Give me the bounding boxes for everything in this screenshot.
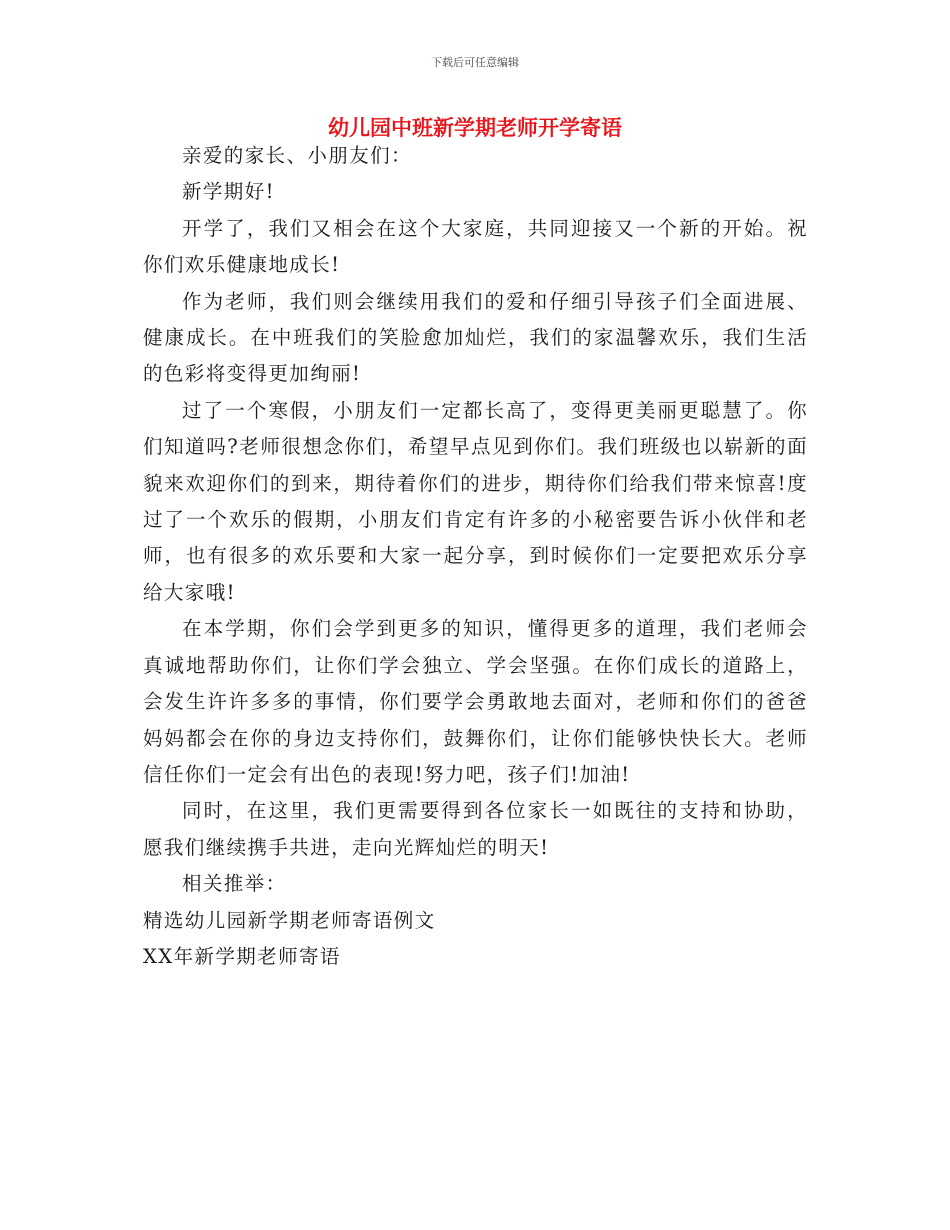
paragraph: 新学期好! (182, 180, 275, 204)
document-body (143, 138, 808, 975)
paragraph: 在本学期，你们会学到更多的知识，懂得更多的道理，我们老师会真诚地帮助你们，让你们学会独立、学会坚强。在你们成长的道路上，会发生许许多多的事情，你们要学会勇敢地去面对，老师和你们的爸爸妈妈都会在你的身边支持你们，鼓舞你们，让你们能够快快长大。老师信任你们一定会有出色的表现!努力吧，孩子们!加油! (143, 617, 808, 786)
paragraph: 开学了，我们又相会在这个大家庭，共同迎接又一个新的开始。祝你们欢乐健康地成长! (143, 216, 808, 277)
header-note: 下载后可任意编辑 (431, 56, 519, 69)
greeting: 亲爱的家长、小朋友们： (182, 144, 412, 167)
paragraph: 过了一个寒假，小朋友们一定都长高了，变得更美丽更聪慧了。你们知道吗?老师很想念你们，希望早点见到你们。我们班级也以崭新的面貌来欢迎你们的到来，期待着你们的进步，期待你们给我们带来惊喜!度过了一个欢乐的假期，小朋友们肯定有许多的小秘密要告诉小伙伴和老师，也有很多的欢乐要和大家一起分享，到时候你们一定要把欢乐分享给大家哦! (143, 398, 808, 604)
related-link[interactable]: 精选幼儿园新学期老师寄语例文 (143, 908, 436, 932)
related-link[interactable]: XX年新学期老师寄语 (143, 944, 341, 968)
related-label: 相关推举： (182, 872, 287, 896)
paragraph: 同时，在这里，我们更需要得到各位家长一如既往的支持和协助，愿我们继续携手共进，走向光辉灿烂的明天! (143, 799, 808, 859)
document-title: 幼儿园中班新学期老师开学寄语 (328, 116, 622, 140)
paragraph: 作为老师，我们则会继续用我们的爱和仔细引导孩子们全面进展、健康成长。在中班我们的笑脸愈加灿烂，我们的家温馨欢乐，我们生活的色彩将变得更加绚丽! (143, 289, 808, 386)
